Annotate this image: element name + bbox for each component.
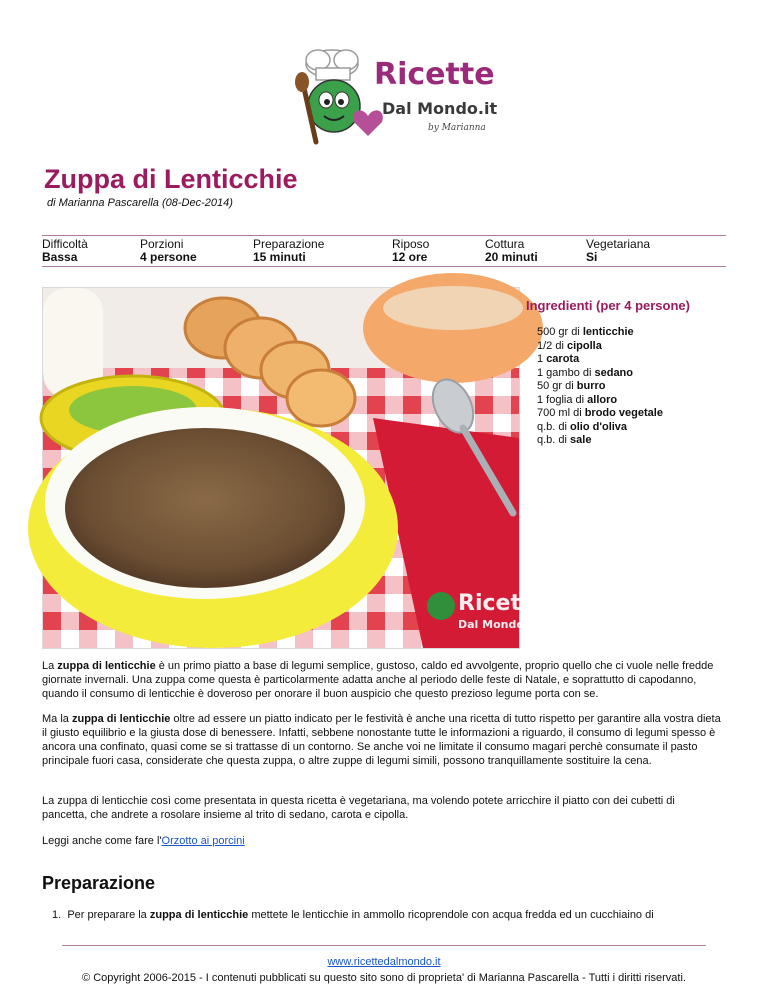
stat-label: Preparazione <box>253 237 325 251</box>
stat-value: Bassa <box>42 250 78 264</box>
svg-text:Ricette: Ricette <box>374 57 495 92</box>
recipe-info-bar <box>42 235 726 267</box>
stat-difficulty <box>42 238 88 264</box>
stat-value: Si <box>586 250 598 264</box>
ingredient-item: 700 ml di brodo vegetale <box>537 407 663 419</box>
stat-label: Vegetariana <box>586 237 651 251</box>
ingredient-item: q.b. di olio d'oliva <box>537 420 628 433</box>
recipe-byline: di Marianna Pascarella (08-Dec-2014) <box>47 197 233 209</box>
stat-vegetarian <box>586 238 650 264</box>
ingredient-item: 1 carota <box>537 353 580 365</box>
ingredient-item: 50 gr di burro <box>537 380 606 392</box>
ingredients-list <box>537 326 663 448</box>
svg-text:by Marianna: by Marianna <box>428 123 486 133</box>
intro-paragraph-3: La zuppa di lenticchie così come presentata in questa ricetta è vegetariana, ma volendo potete arricchire il piatto con dei cubetti di pancetta, che andrete a rosolare insieme al trito di sedano, carota e cipolla. <box>42 795 675 821</box>
intro-paragraph-1: La zuppa di lenticchie è un primo piatto a base di legumi semplice, gustoso, caldo ed avvolgente, proprio quello che ci vuole nelle fredde giornate invernali. Una zuppa come questa è particolarmente adatta anche al periodo delle feste di Natale, e soprattutto di capodanno, quando il consumo di lenticchie è doveroso per onorare il buon auspicio che questo prezioso legume porta con se. <box>42 660 714 700</box>
recipe-photo <box>42 287 547 649</box>
svg-text:Dal Mondo.it: Dal Mondo.it <box>458 618 538 631</box>
stat-value: 12 ore <box>392 250 428 264</box>
stat-prep-time <box>253 238 324 264</box>
ingredient-item: 500 gr di lenticchie <box>537 326 634 338</box>
footer-divider <box>62 945 706 946</box>
ingredient-item: 1 gambo di sedano <box>537 366 633 379</box>
stat-servings <box>140 238 197 264</box>
svg-text:Ricette: Ricette <box>458 591 547 616</box>
ingredient-item: q.b. di sale <box>537 434 592 446</box>
footer-site-link[interactable]: www.ricettedalmondo.it <box>327 956 441 968</box>
stat-value: 4 persone <box>140 250 197 264</box>
stat-label: Riposo <box>392 237 430 251</box>
intro-paragraph-2: Ma la zuppa di lenticchie oltre ad essere un piatto indicato per le festività è anche una ricetta di tutto rispetto per garantire alla vostra dieta il giusto equilibrio e la giusta dose di benessere. Infatti, sebbene nonostante tutte le informazioni a riguardo, il consumo di legumi spesso è ancora una confinato, quasi come se si trattasse di un contorno. Se anche voi ne limitate il consumo magari perchè consumate il pasto principale fuori casa, considerate che questa zuppa, o altre zuppe di legumi simili, possono tranquillamente sostituire la cena. <box>42 713 721 767</box>
stat-rest-time <box>392 238 429 264</box>
site-logo[interactable] <box>288 42 498 152</box>
intro-paragraph-4: Leggi anche come fare l'Orzotto ai porcini <box>42 835 245 847</box>
preparation-step-1: 1. Per preparare la zuppa di lenticchie mettete le lenticchie in ammollo ricoprendole con acqua fredda ed un cucchiaino di <box>52 909 654 921</box>
ingredient-item: 1 foglia di alloro <box>537 393 618 406</box>
stat-label: Porzioni <box>140 237 184 251</box>
svg-text:Dal Mondo.it: Dal Mondo.it <box>382 99 498 118</box>
footer-copyright: © Copyright 2006-2015 - I contenuti pubblicati su questo sito sono di proprieta' di Marianna Pascarella - Tutti i diritti riservati. <box>82 972 686 984</box>
related-recipe-link[interactable]: Orzotto ai porcini <box>161 835 245 847</box>
stat-value: 15 minuti <box>253 250 306 264</box>
recipe-title: Zuppa di Lenticchie <box>44 164 298 194</box>
stat-label: Difficoltà <box>42 237 88 251</box>
stat-label: Cottura <box>485 237 525 251</box>
stat-cook-time <box>485 238 538 264</box>
stat-value: 20 minuti <box>485 250 538 264</box>
ingredients-title: Ingredienti (per 4 persone) <box>526 298 690 313</box>
preparation-heading: Preparazione <box>42 873 156 893</box>
ingredient-item: 1/2 di cipolla <box>537 339 602 352</box>
